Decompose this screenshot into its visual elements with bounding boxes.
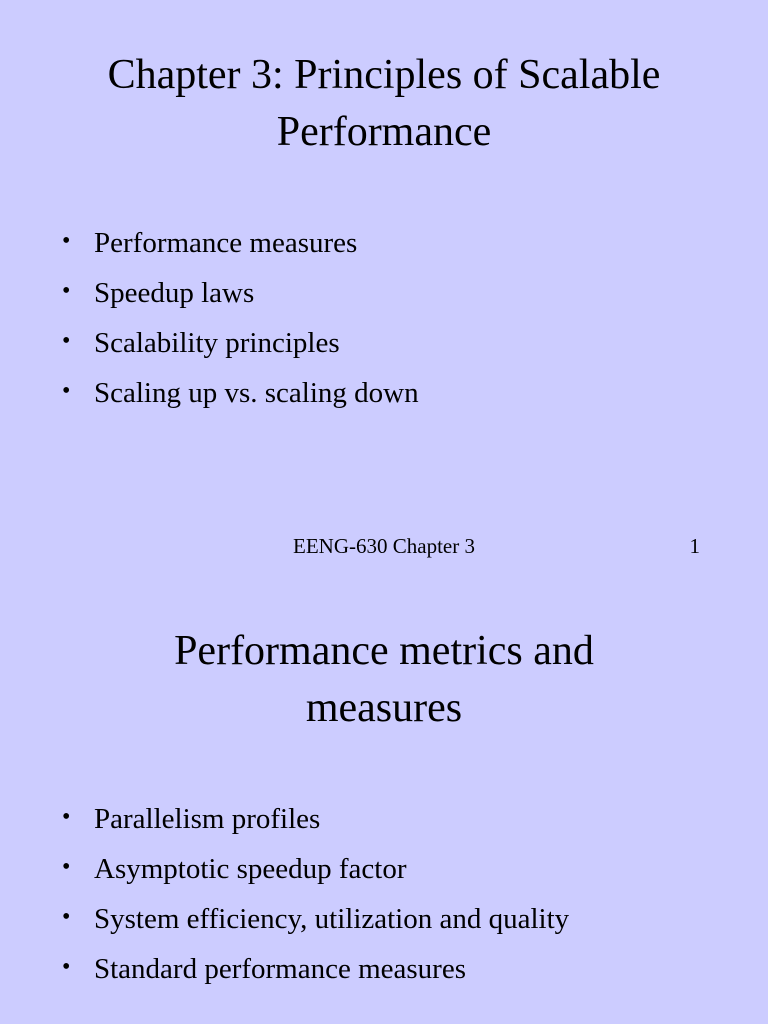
bullet-icon: • bbox=[62, 228, 71, 254]
bullet-item bbox=[62, 844, 742, 894]
bullet-icon: • bbox=[62, 378, 71, 404]
slide-1-title-line-1: Chapter 3: Principles of Scalable bbox=[107, 52, 661, 98]
bullet-item bbox=[62, 368, 742, 418]
slide-2-bullet-list bbox=[62, 794, 742, 994]
slide-1-title bbox=[40, 47, 728, 161]
bullet-item bbox=[62, 944, 742, 994]
bullet-item bbox=[62, 318, 742, 368]
slide-2-title bbox=[40, 623, 728, 737]
slide-1-bullet-list bbox=[62, 218, 742, 418]
bullet-item bbox=[62, 268, 742, 318]
bullet-icon: • bbox=[62, 904, 71, 930]
bullet-text: Standard performance measures bbox=[94, 953, 467, 985]
bullet-icon: • bbox=[62, 328, 71, 354]
slide-2 bbox=[0, 576, 768, 1024]
bullet-icon: • bbox=[62, 804, 71, 830]
bullet-text: Performance measures bbox=[94, 227, 358, 259]
slide-footer: EENG-630 Chapter 3 bbox=[293, 534, 475, 558]
bullet-text: System efficiency, utilization and quality bbox=[94, 903, 570, 935]
bullet-item bbox=[62, 218, 742, 268]
bullet-text: Speedup laws bbox=[94, 277, 255, 309]
bullet-item bbox=[62, 794, 742, 844]
bullet-icon: • bbox=[62, 278, 71, 304]
slide-1-title-line-2: Performance bbox=[276, 109, 492, 155]
bullet-icon: • bbox=[62, 854, 71, 880]
bullet-icon: • bbox=[62, 954, 71, 980]
bullet-text: Parallelism profiles bbox=[94, 803, 321, 835]
bullet-text: Scaling up vs. scaling down bbox=[94, 377, 419, 409]
bullet-item bbox=[62, 894, 742, 944]
page-number: 1 bbox=[689, 534, 700, 558]
slide-2-title-line-1: Performance metrics and bbox=[174, 628, 594, 674]
bullet-text: Asymptotic speedup factor bbox=[94, 853, 407, 885]
slide-2-title-line-2: measures bbox=[305, 685, 463, 731]
bullet-text: Scalability principles bbox=[94, 327, 340, 359]
